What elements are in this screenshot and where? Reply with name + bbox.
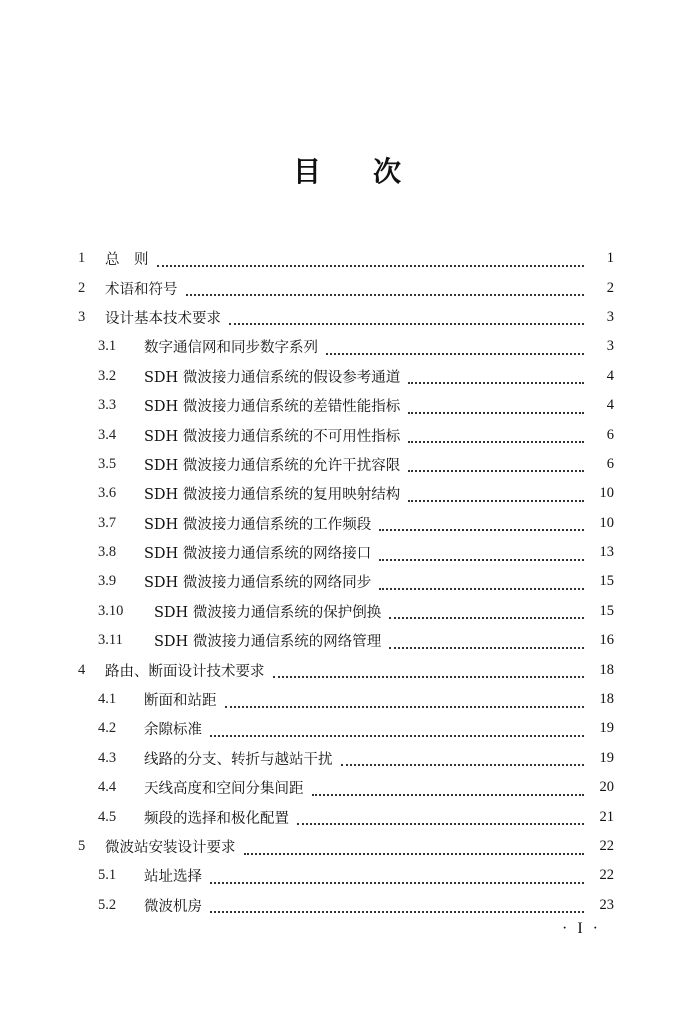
toc-label: 设计基本技术要求 (105, 310, 221, 327)
toc-label: SDH 微波接力通信系统的保护倒换 (154, 604, 382, 621)
toc-entry[interactable] (78, 744, 614, 773)
toc-number: 3.9 (98, 573, 117, 590)
toc-number: 3.4 (98, 426, 117, 443)
toc-number: 4.4 (98, 779, 117, 796)
toc-label: 站址选择 (144, 869, 202, 886)
toc-page: 15 (599, 573, 614, 590)
toc-label: 数字通信网和同步数字系列 (144, 340, 318, 357)
toc-label: 频段的选择和极化配置 (144, 810, 289, 827)
leader-dots (379, 517, 584, 531)
toc-entry[interactable] (78, 597, 614, 626)
toc-page: 19 (599, 720, 614, 737)
toc-number: 1 (78, 250, 86, 267)
toc-page: 2 (606, 279, 614, 296)
toc-label: 路由、断面设计技术要求 (105, 663, 265, 680)
leader-dots (408, 458, 584, 472)
toc-page: 6 (606, 455, 614, 472)
leader-dots (408, 488, 584, 502)
toc-label: 微波站安装设计要求 (105, 840, 236, 856)
toc-number: 5.2 (98, 896, 117, 913)
toc-entry[interactable] (78, 244, 614, 273)
toc-number: 3.2 (98, 367, 117, 384)
page-number-footer: · I · (562, 920, 601, 937)
toc-entry[interactable] (78, 861, 614, 890)
toc-entry[interactable] (78, 891, 614, 920)
leader-dots (186, 282, 585, 296)
toc-entry[interactable] (78, 685, 614, 714)
toc-number: 5 (78, 838, 86, 854)
toc-page: 13 (599, 544, 614, 561)
toc-entry[interactable] (78, 802, 614, 831)
leader-dots (210, 899, 584, 913)
leader-dots (326, 341, 584, 355)
leader-dots (341, 752, 585, 766)
toc-page: 10 (599, 514, 614, 531)
title-char-1: 目 (292, 155, 323, 188)
toc-number: 3.10 (98, 602, 124, 619)
toc-number: 4.1 (98, 691, 117, 708)
leader-dots (379, 576, 584, 590)
toc-label: 天线高度和空间分集间距 (144, 781, 304, 798)
toc-entry[interactable] (78, 303, 614, 332)
toc-label: SDH 微波接力通信系统的允许干扰容限 (144, 457, 401, 474)
toc-page: 23 (599, 896, 614, 913)
toc-label: SDH 微波接力通信系统的不可用性指标 (144, 428, 401, 445)
page-title (0, 150, 696, 190)
toc-label: SDH 微波接力通信系统的差错性能指标 (144, 399, 401, 416)
toc-number: 3.7 (98, 514, 117, 531)
leader-dots (244, 841, 585, 855)
toc-page: 20 (599, 779, 614, 796)
toc-number: 3 (78, 308, 86, 325)
toc-page: 3 (606, 308, 614, 325)
toc-entry[interactable] (78, 626, 614, 655)
toc-entry[interactable] (78, 509, 614, 538)
toc-label: 线路的分支、转折与越站干扰 (144, 751, 333, 768)
toc-label: SDH 微波接力通信系统的工作频段 (144, 516, 372, 533)
toc-number: 2 (78, 279, 86, 296)
toc-number: 3.6 (98, 485, 117, 502)
leader-dots (297, 811, 584, 825)
toc-page: 16 (599, 632, 614, 649)
toc-number: 3.5 (98, 455, 117, 472)
leader-dots (379, 547, 584, 561)
leader-dots (408, 400, 584, 414)
leader-dots (210, 870, 584, 884)
toc-label: SDH 微波接力通信系统的网络同步 (144, 575, 372, 592)
toc-page: 4 (606, 367, 614, 384)
toc-page: 22 (599, 867, 614, 884)
toc-entry[interactable] (78, 362, 614, 391)
toc-label: 微波机房 (144, 898, 202, 915)
leader-dots (408, 429, 584, 443)
toc-page: 3 (606, 338, 614, 355)
toc-number: 4.2 (98, 720, 117, 737)
table-of-contents (78, 244, 614, 920)
toc-page: 15 (599, 602, 614, 619)
toc-entry[interactable] (78, 391, 614, 420)
toc-page: 22 (599, 838, 614, 854)
toc-entry[interactable] (78, 479, 614, 508)
leader-dots (229, 311, 584, 325)
leader-dots (408, 370, 584, 384)
toc-page: 10 (599, 485, 614, 502)
toc-label: 余隙标准 (144, 722, 202, 739)
toc-label: SDH 微波接力通信系统的网络管理 (154, 634, 382, 651)
leader-dots (157, 253, 585, 267)
toc-entry[interactable] (78, 273, 614, 302)
toc-entry[interactable] (78, 567, 614, 596)
toc-number: 3.1 (98, 338, 117, 355)
leader-dots (225, 694, 585, 708)
toc-label: 术语和符号 (105, 281, 178, 298)
toc-entry[interactable] (78, 538, 614, 567)
toc-page: 4 (606, 397, 614, 414)
toc-page: 6 (606, 426, 614, 443)
leader-dots (389, 605, 584, 619)
toc-number: 5.1 (98, 867, 117, 884)
toc-entry[interactable] (78, 450, 614, 479)
toc-entry[interactable] (78, 714, 614, 743)
title-char-2: 次 (373, 155, 404, 188)
toc-entry[interactable] (78, 832, 614, 861)
toc-number: 3.11 (98, 632, 123, 649)
toc-label: SDH 微波接力通信系统的网络接口 (144, 546, 372, 563)
leader-dots (210, 723, 584, 737)
toc-page: 19 (599, 749, 614, 766)
toc-page: 1 (606, 250, 614, 267)
toc-label: SDH 微波接力通信系统的假设参考通道 (144, 369, 401, 386)
leader-dots (389, 635, 584, 649)
toc-page: 18 (599, 661, 614, 678)
toc-label: 断面和站距 (144, 693, 217, 710)
toc-entry[interactable] (78, 773, 614, 802)
toc-number: 4.5 (98, 808, 117, 825)
leader-dots (312, 782, 585, 796)
toc-label: SDH 微波接力通信系统的复用映射结构 (144, 487, 401, 504)
toc-number: 3.3 (98, 397, 117, 414)
toc-page: 18 (599, 691, 614, 708)
toc-number: 3.8 (98, 544, 117, 561)
toc-entry[interactable] (78, 332, 614, 361)
toc-entry[interactable] (78, 655, 614, 684)
toc-entry[interactable] (78, 420, 614, 449)
toc-number: 4.3 (98, 749, 117, 766)
toc-label: 总 则 (105, 252, 149, 269)
toc-page: 21 (599, 808, 614, 825)
toc-number: 4 (78, 661, 86, 678)
leader-dots (273, 664, 585, 678)
